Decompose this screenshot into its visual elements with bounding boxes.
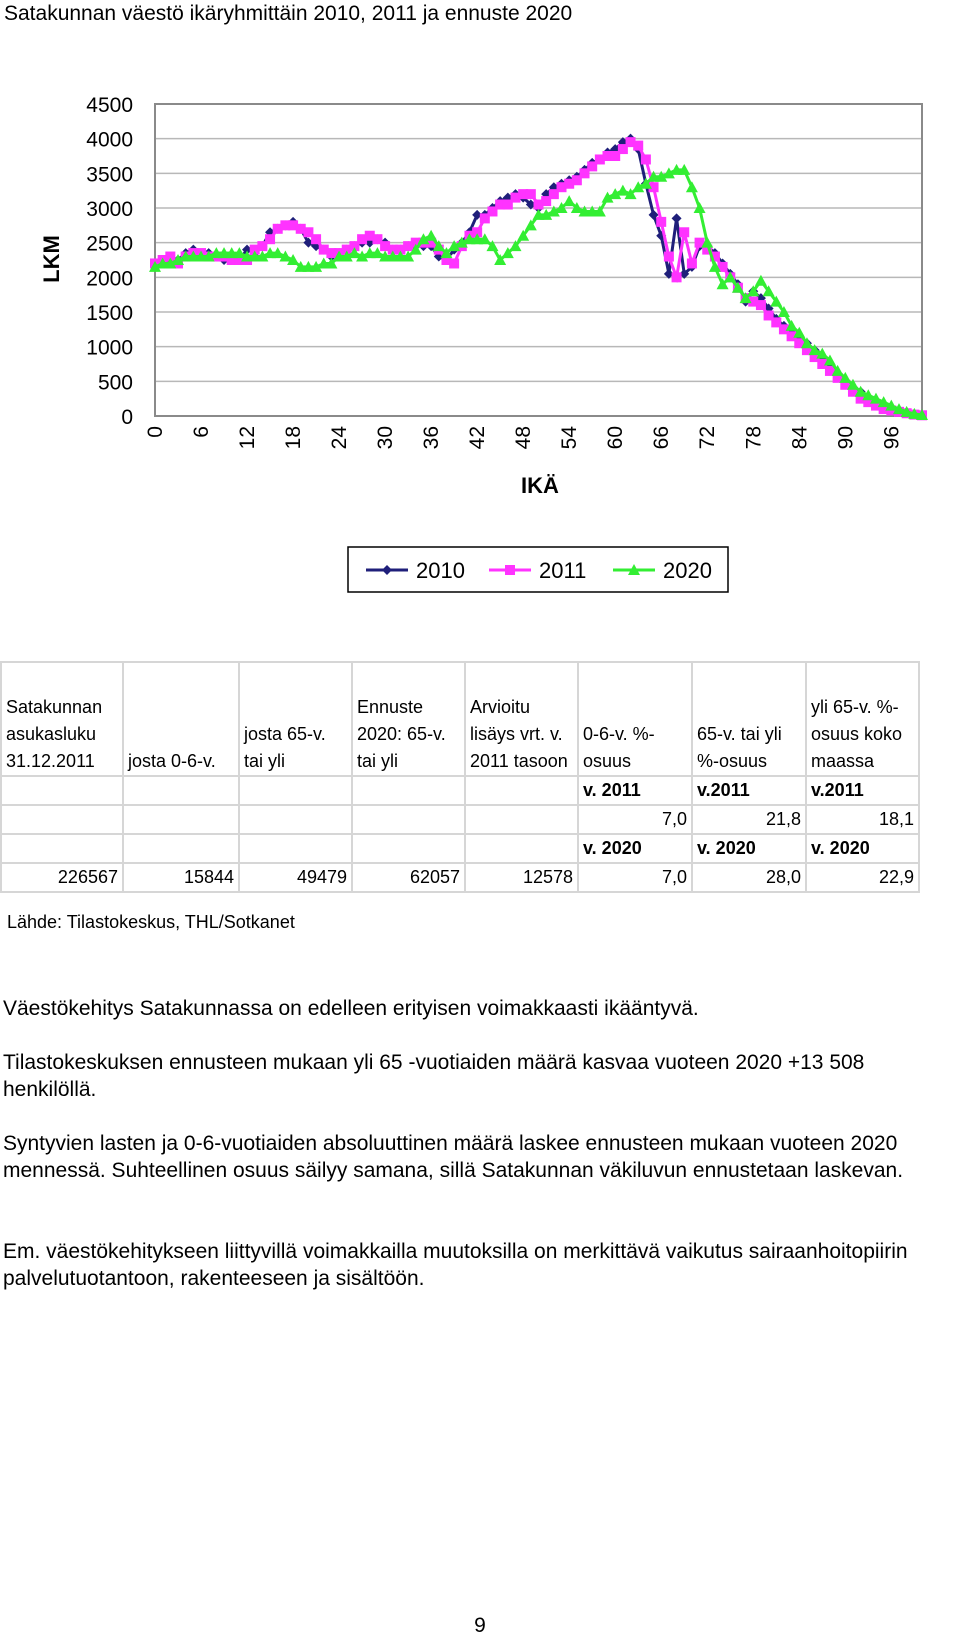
data-point-2011 (311, 234, 321, 244)
data-point-2011 (679, 227, 689, 237)
chart-legend (348, 547, 728, 592)
table-cell: 21,8 (692, 805, 806, 834)
year-label: v. 2020 (806, 834, 919, 863)
data-point-2011 (664, 252, 674, 262)
paragraph: Em. väestökehitykseen liittyvillä voimakkailla muutoksilla on merkittävä vaikutus sairaanhoitopiirin palvelutuotantoon, rakenteeseen ja sisältöön. (3, 1240, 908, 1290)
x-tick-label: 30 (374, 426, 398, 450)
year-label: v. 2020 (692, 834, 806, 863)
x-tick-label: 78 (742, 426, 766, 450)
x-tick-label: 84 (788, 426, 812, 450)
data-point-2011 (633, 141, 643, 151)
y-axis-label: LKM (39, 235, 64, 283)
data-point-2011 (526, 189, 536, 199)
x-tick-label: 36 (420, 426, 444, 450)
data-point-2011 (687, 258, 697, 268)
year-label: v.2011 (806, 776, 919, 805)
header-share-65-national: yli 65-v. %-osuus koko maassa (806, 662, 919, 776)
x-tick-label: 42 (466, 426, 490, 450)
year-label: v.2011 (692, 776, 806, 805)
y-axis-tick-labels (86, 94, 133, 429)
year-label: v. 2011 (578, 776, 692, 805)
paragraph: Väestökehitys Satakunnassa on edelleen erityisen voimakkaasti ikääntyvä. (3, 997, 699, 1020)
paragraph: Tilastokeskuksen ennusteen mukaan yli 65 -vuotiaiden määrä kasvaa vuoteen 2020 +13 508 henkilöllä. (3, 1051, 865, 1101)
data-point-2020 (755, 275, 767, 286)
y-tick-label: 500 (97, 371, 133, 395)
y-tick-label: 2000 (86, 267, 133, 291)
series-2011 (150, 137, 927, 420)
header-share-0-6: 0-6-v. %-osuus (578, 662, 692, 776)
plot-area-border (155, 104, 922, 416)
table-cell: 7,0 (578, 863, 692, 892)
y-tick-label: 3500 (86, 163, 133, 187)
table-cell: 28,0 (692, 863, 806, 892)
data-point-2011 (265, 234, 275, 244)
x-tick-label: 54 (558, 426, 582, 450)
y-tick-label: 3000 (86, 198, 133, 221)
data-point-2011 (641, 154, 651, 164)
legend-label: 2010 (416, 558, 465, 583)
chart-gridlines (155, 104, 922, 416)
table-cell: 18,1 (806, 805, 919, 834)
data-point-2011 (672, 272, 682, 282)
x-axis-label: IKÄ (521, 473, 559, 498)
x-tick-label: 96 (880, 426, 904, 450)
paragraph: Syntyvien lasten ja 0-6-vuotiaiden absoluuttinen määrä laskee ennusteen mukaan vuoteen 2020 mennessä. Suhteellinen osuus säilyy samana, sillä Satakunnan väkiluvun ennustetaan laskevan. (3, 1132, 904, 1182)
x-tick-label: 12 (236, 426, 260, 450)
table-cell: 7,0 (578, 805, 692, 834)
header-share-65-plus: 65-v. tai yli %-osuus (692, 662, 806, 776)
x-tick-label: 48 (512, 426, 536, 450)
page-number: 9 (474, 1614, 486, 1637)
data-point-2011 (449, 258, 459, 268)
table-cell: 22,9 (806, 863, 919, 892)
population-age-chart (0, 80, 960, 640)
x-tick-label: 60 (604, 426, 628, 450)
legend-label: 2020 (663, 558, 712, 583)
source-note: Lähde: Tilastokeskus, THL/Sotkanet (7, 912, 295, 932)
data-point-2020 (563, 195, 575, 206)
x-tick-label: 66 (650, 426, 674, 450)
legend-label: 2011 (539, 558, 587, 583)
series-line-2011 (155, 142, 922, 415)
y-tick-label: 0 (121, 406, 133, 429)
y-tick-label: 4500 (86, 94, 133, 117)
table-row (1, 863, 919, 892)
header-age-0-6: josta 0-6-v. (123, 662, 239, 776)
y-tick-label: 2500 (86, 232, 133, 256)
data-point-2020 (425, 230, 437, 241)
data-point-2011 (656, 217, 666, 227)
table-row (1, 834, 919, 863)
x-tick-label: 90 (834, 426, 858, 450)
y-tick-label: 1000 (86, 336, 133, 360)
table-cell: 12578 (465, 863, 578, 892)
x-axis-tick-labels (144, 426, 903, 450)
table-row (1, 805, 919, 834)
x-tick-label: 18 (282, 426, 306, 450)
data-point-2010 (672, 213, 682, 223)
table-row (1, 776, 919, 805)
table-header-row (1, 662, 919, 776)
y-tick-label: 1500 (86, 302, 133, 325)
data-point-2011 (756, 300, 766, 310)
header-age-65-plus: josta 65-v. tai yli (239, 662, 352, 776)
header-estimated-increase: Arvioitu lisäys vrt. v. 2011 tasoon (465, 662, 578, 776)
x-tick-label: 24 (328, 426, 352, 450)
x-tick-label: 72 (696, 426, 720, 450)
legend-marker-2011 (505, 565, 515, 575)
table-cell: 62057 (352, 863, 465, 892)
header-population: Satakunnan asukasluku 31.12.2011 (1, 662, 123, 776)
x-tick-label: 0 (144, 426, 167, 438)
year-label: v. 2020 (578, 834, 692, 863)
x-tick-label: 6 (190, 426, 214, 438)
data-point-2020 (617, 185, 629, 196)
header-forecast-2020: Ennuste 2020: 65-v. tai yli (352, 662, 465, 776)
table-cell: 226567 (1, 863, 123, 892)
y-tick-label: 4000 (86, 128, 133, 152)
population-stats-table (0, 661, 920, 893)
table-cell: 15844 (123, 863, 239, 892)
table-cell: 49479 (239, 863, 352, 892)
data-point-2020 (686, 181, 698, 192)
document-title: Satakunnan väestö ikäryhmittäin 2010, 2011 ja ennuste 2020 (4, 2, 573, 25)
